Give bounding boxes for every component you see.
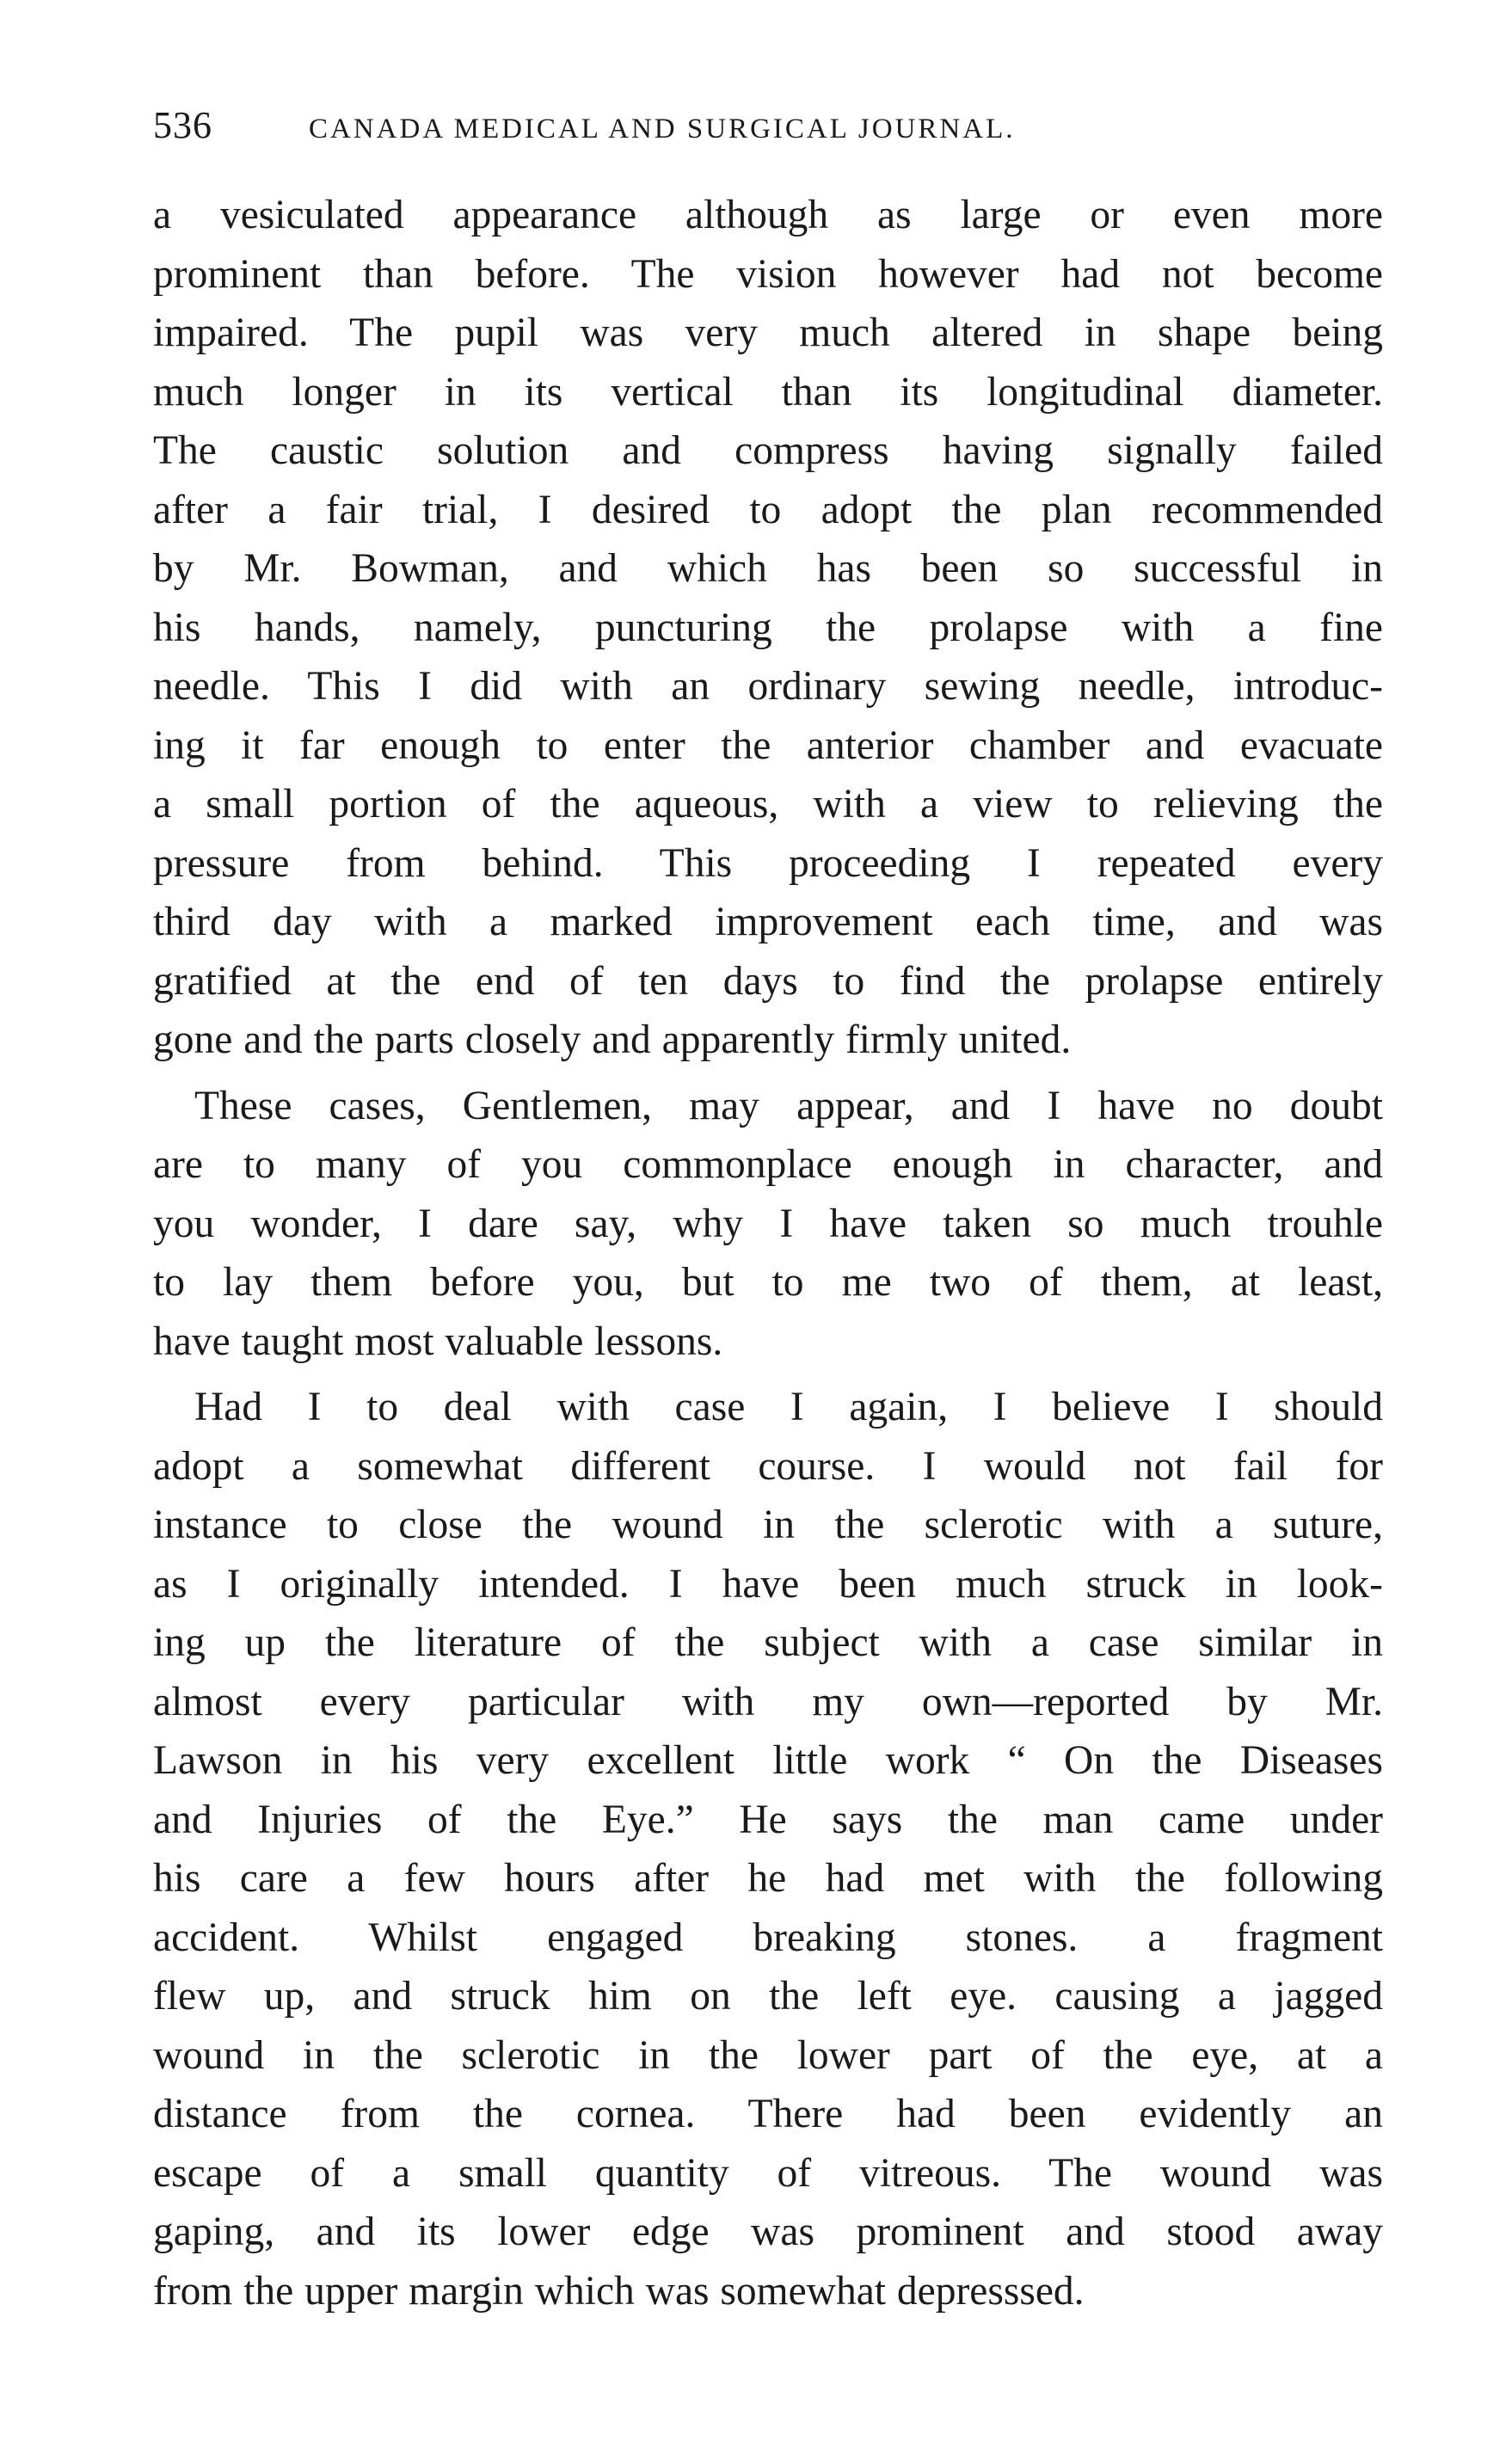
text-line: from the upper margin which was somewhat depresssed. [153, 2268, 1085, 2314]
paragraph [153, 1077, 1383, 1372]
text-line: much longer in its vertical than its longitudinal diameter. [153, 369, 1383, 415]
text-line: prominent than before. The vision however had not become [153, 251, 1383, 297]
text-line: Had I to deal with case I again, I believe I should [194, 1385, 1383, 1429]
text-line: adopt a somewhat different course. I would not fail for [153, 1443, 1383, 1489]
journal-page [153, 103, 1383, 2320]
text-line: wound in the sclerotic in the lower part of the eye, at a [153, 2032, 1383, 2078]
body-text [153, 186, 1383, 2320]
page-header [153, 103, 1383, 186]
paragraph [153, 186, 1383, 1070]
text-line: and Injuries of the Eye.” He says the man came under [153, 1797, 1383, 1842]
text-line: accident. Whilst engaged breaking stones. a fragment [153, 1914, 1383, 1960]
text-line: Lawson in his very excellent little work “ On the Diseases [153, 1738, 1383, 1783]
text-line: a small portion of the aqueous, with a view to relieving the [153, 782, 1383, 827]
text-line: pressure from behind. This proceeding I repeated every [153, 840, 1383, 886]
text-line: ing up the literature of the subject with a case similar in [153, 1620, 1383, 1665]
text-line: flew up, and struck him on the left eye. causing a jagged [153, 1974, 1383, 2019]
text-line: are to many of you commonplace enough in character, and [153, 1142, 1383, 1187]
page-number: 536 [153, 104, 212, 146]
text-line: needle. This I did with an ordinary sewing needle, introduc- [153, 664, 1383, 709]
text-line: impaired. The pupil was very much altered in shape being [153, 310, 1383, 355]
text-line: gone and the parts closely and apparently firmly united. [153, 1017, 1072, 1062]
text-line: by Mr. Bowman, and which has been so successful in [153, 546, 1383, 591]
text-line: his hands, namely, puncturing the prolapse with a fine [153, 605, 1383, 650]
text-line: almost every particular with my own—reported by Mr. [153, 1679, 1383, 1724]
paragraph-gap [153, 1070, 1383, 1077]
text-line: you wonder, I dare say, why I have taken so much trouhle [153, 1201, 1383, 1246]
text-line: his care a few hours after he had met with the following [153, 1856, 1383, 1901]
text-line: have taught most valuable lessons. [153, 1318, 723, 1364]
text-line: as I originally intended. I have been much struck in look- [153, 1561, 1383, 1607]
text-line: to lay them before you, but to me two of them, at least, [153, 1260, 1383, 1305]
text-line: gratified at the end of ten days to find the prolapse entirely [153, 958, 1383, 1004]
text-line: distance from the cornea. There had been evidently an [153, 2092, 1383, 2136]
text-line: third day with a marked improvement each time, and was [153, 900, 1383, 944]
text-line: after a fair trial, I desired to adopt the plan recommended [153, 487, 1383, 532]
text-line: The caustic solution and compress having signally failed [153, 428, 1383, 473]
text-line: instance to close the wound in the sclerotic with a suture, [153, 1503, 1383, 1547]
text-line: escape of a small quantity of vitreous. The wound was [153, 2150, 1383, 2196]
text-line: ing it far enough to enter the anterior chamber and evacuate [153, 722, 1383, 768]
running-title: CANADA MEDICAL AND SURGICAL JOURNAL. [309, 114, 1016, 144]
paragraph [153, 1378, 1383, 2320]
paragraph-gap [153, 1371, 1383, 1378]
text-line: a vesiculated appearance although as large or even more [153, 193, 1383, 237]
text-line: These cases, Gentlemen, may appear, and I have no doubt [194, 1083, 1383, 1128]
text-line: gaping, and its lower edge was prominent and stood away [153, 2209, 1383, 2254]
